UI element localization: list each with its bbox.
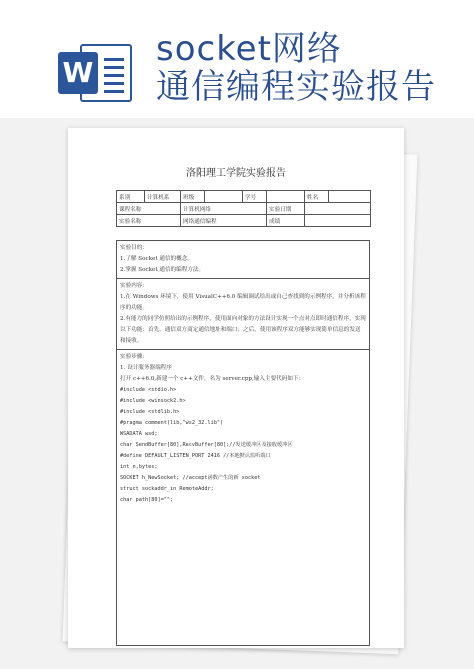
section-heading: 实验步骤： <box>120 354 148 360</box>
content-section <box>117 278 369 349</box>
code-line: #define DEFAULT_LISTEN_PORT 2416 //本地默认监听端口 <box>120 453 271 459</box>
word-document-icon <box>58 40 136 104</box>
table-cell <box>267 191 305 203</box>
document-page <box>68 128 404 648</box>
table-cell: 班级 <box>181 191 205 203</box>
purpose-section <box>117 240 369 278</box>
code-line: char path[80]=""; <box>120 497 174 503</box>
banner <box>0 0 474 118</box>
code-line: #include <stdio.h> <box>120 387 177 393</box>
list-item: 1.了解 Socket 通信的概念。 <box>120 256 193 262</box>
table-cell <box>305 203 371 215</box>
report-content <box>116 240 370 646</box>
table-cell: 网络通信编程 <box>181 215 267 227</box>
table-cell: 实验日期 <box>267 203 305 215</box>
table-cell: 学号 <box>243 191 267 203</box>
section-heading: 实验内容： <box>120 283 148 289</box>
table-cell: 课程名称 <box>117 203 181 215</box>
table-cell: 计算机系 <box>145 191 181 203</box>
table-cell <box>205 191 243 203</box>
table-cell <box>329 191 371 203</box>
section-heading: 实验目的： <box>120 245 148 251</box>
table-cell <box>305 215 371 227</box>
table-cell: 计算机网络 <box>181 203 267 215</box>
table-cell: 实验名称 <box>117 215 181 227</box>
table-row <box>117 191 371 203</box>
table-row <box>117 203 371 215</box>
code-line: #include <winsock2.h> <box>120 398 186 404</box>
code-line: #include <stdlib.h> <box>120 409 180 415</box>
document-title: 洛阳理工学院实验报告 <box>186 168 286 179</box>
list-item: 2.掌握 Socket 通信的编程方法。 <box>120 267 205 273</box>
report-header-table <box>116 190 371 227</box>
code-line: int n,bytes; <box>120 464 158 470</box>
table-row <box>117 215 371 227</box>
step-line: 1. 设计服务器端程序 <box>120 365 172 371</box>
code-line: SOCKET h_NewSocket; //accept函数产生的新 socket <box>120 475 261 481</box>
banner-title-line-2: 通信编程实验报告 <box>156 67 436 107</box>
code-line: #pragma comment(lib,"ws2_32.lib") <box>120 420 224 426</box>
code-line: WSADATA wsd; <box>120 431 158 437</box>
code-line: char SendBuffer[80],RecvBuffer[80];//发送缓冲区及接收缓冲区 <box>120 442 293 448</box>
list-item: 2.有能力的同学仿照给出的示例程序，使用面向对象的方法设计实现一个点对点即时通信程序，实现以下功能：首先，通信双方商定通信地址和端口；之后，使用该程序双方能够实现简单信息的发送和接收。 <box>120 316 366 344</box>
steps-section <box>117 349 369 508</box>
table-cell: 成绩 <box>267 215 305 227</box>
word-badge-icon: W <box>58 52 98 94</box>
table-cell: 系别 <box>117 191 145 203</box>
table-cell: 姓名 <box>305 191 329 203</box>
step-line: 打开 c++6.0,新建一个 c++文件，名为 server.cpp,输入主要代码如下： <box>120 376 305 382</box>
code-line: struct sockaddr_in RemoteAddr; <box>120 486 214 492</box>
list-item: 1.在 Windows 环境下，使用 VisualC++6.0 编辑调试给出或自己查找到的示例程序，并分析该程序的功能。 <box>120 294 366 311</box>
banner-title-line-1: socket网络 <box>156 29 342 69</box>
